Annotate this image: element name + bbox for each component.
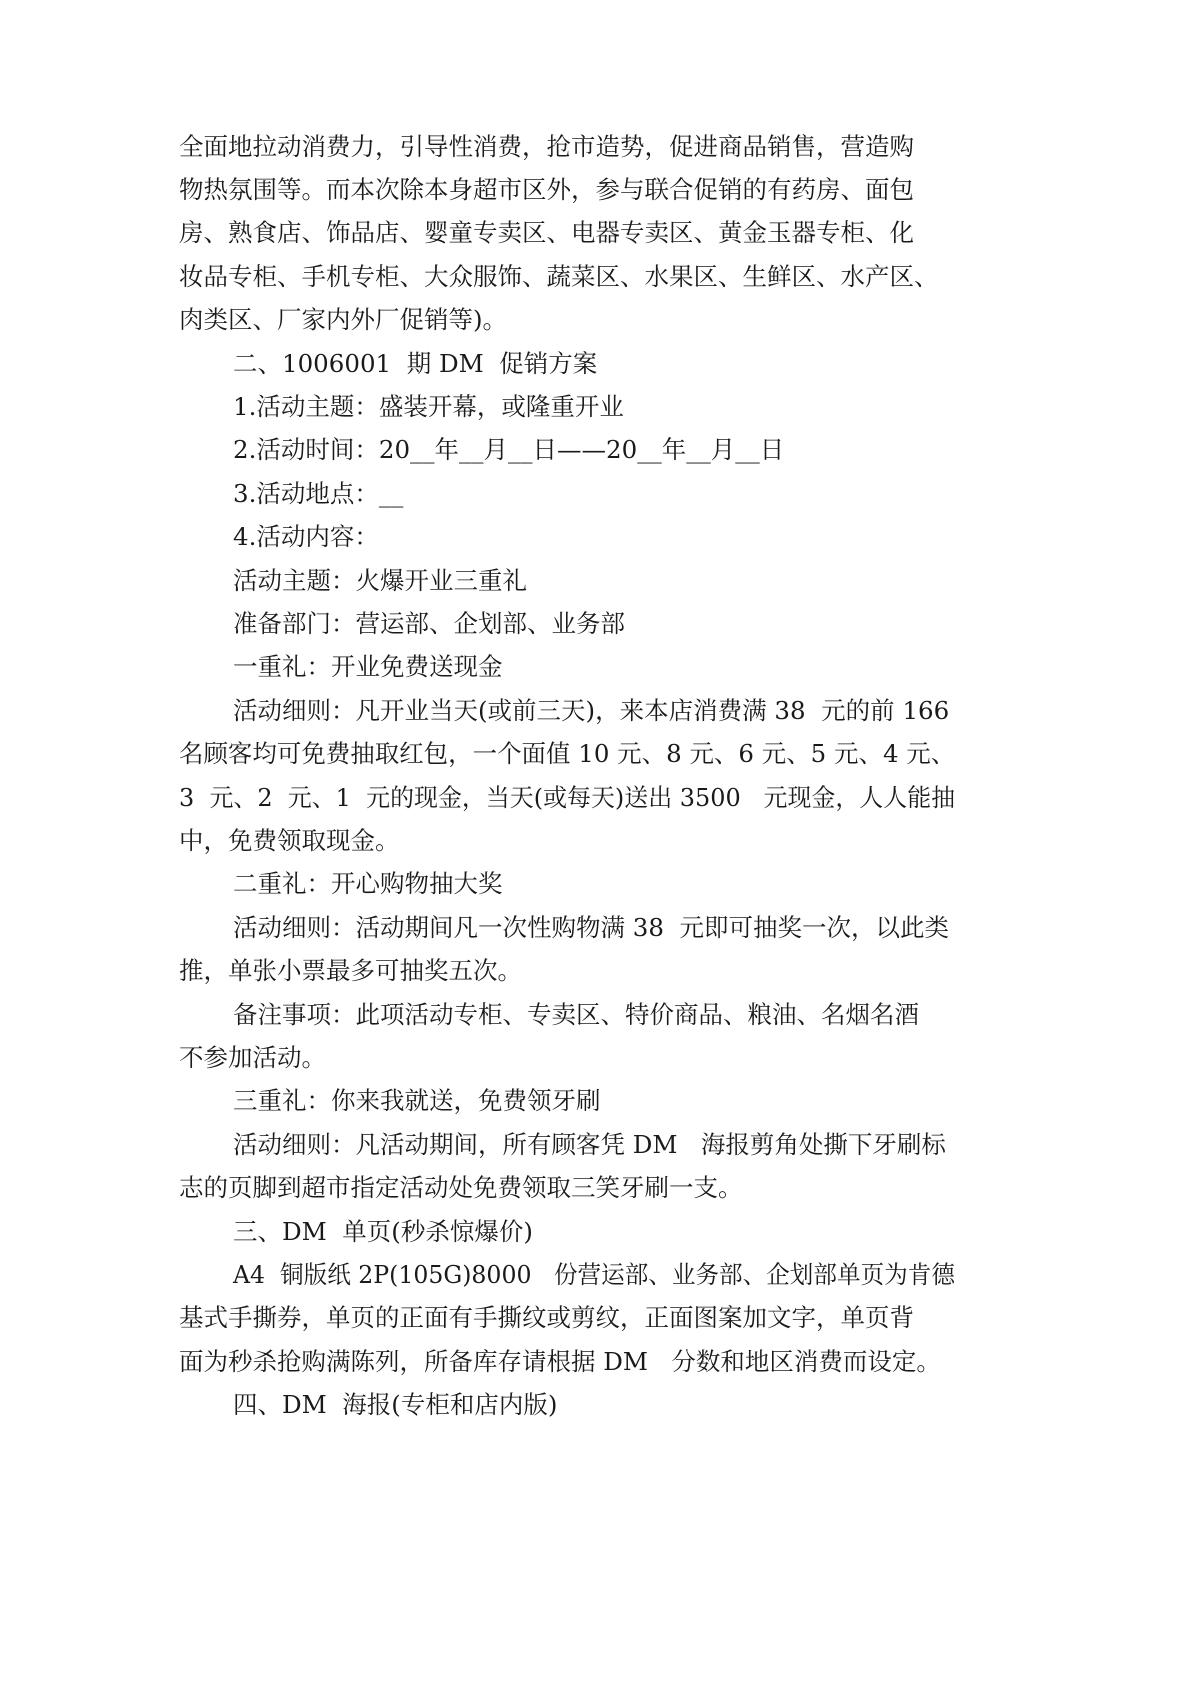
body-text-line: 志的页脚到超市指定活动处免费领取三笑牙刷一支。 — [179, 1173, 743, 1202]
body-text-line: 妆品专柜、手机专柜、大众服饰、蔬菜区、水果区、生鲜区、水产区、 — [179, 262, 939, 291]
body-text-line: 面为秒杀抢购满陈列，所备库存请根据 DM 分数和地区消费而设定。 — [179, 1347, 941, 1376]
body-text-line: 物热氛围等。而本次除本身超市区外，参与联合促销的有药房、面包 — [179, 175, 914, 204]
body-text-line: 肉类区、厂家内外厂促销等)。 — [179, 305, 508, 334]
list-item: 3.活动地点：__ — [233, 479, 404, 508]
body-text-line: 备注事项：此项活动专柜、专卖区、特价商品、粮油、名烟名酒 — [233, 1000, 919, 1029]
body-text-line: 活动主题：火爆开业三重礼 — [233, 566, 527, 595]
body-text-line: 3 元、2 元、1 元的现金，当天(或每天)送出 3500 元现金，人人能抽 — [179, 783, 956, 812]
body-text-line: 中，免费领取现金。 — [179, 826, 400, 855]
body-text-line: 房、熟食店、饰品店、婴童专卖区、电器专卖区、黄金玉器专柜、化 — [179, 218, 914, 247]
body-text-line: 全面地拉动消费力，引导性消费，抢市造势，促进商品销售，营造购 — [179, 132, 914, 161]
section-heading: 四、DM 海报(专柜和店内版) — [233, 1390, 558, 1419]
list-item: 2.活动时间：20__年__月__日——20__年__月__日 — [233, 435, 785, 464]
subsection-heading: 一重礼：开业免费送现金 — [233, 652, 503, 681]
body-text-line: 推，单张小票最多可抽奖五次。 — [179, 956, 522, 985]
subsection-heading: 二重礼：开心购物抽大奖 — [233, 869, 503, 898]
subsection-heading: 三重礼：你来我就送，免费领牙刷 — [233, 1086, 601, 1115]
body-text-line: 活动细则：活动期间凡一次性购物满 38 元即可抽奖一次，以此类 — [233, 913, 950, 942]
body-text-line: 名顾客均可免费抽取红包，一个面值 10 元、8 元、6 元、5 元、4 元、 — [179, 739, 956, 768]
body-text-line: 准备部门：营运部、企划部、业务部 — [233, 609, 625, 638]
body-text-line: 活动细则：凡活动期间，所有顾客凭 DM 海报剪角处撕下牙刷标 — [233, 1130, 946, 1159]
body-text-line: 基式手撕券，单页的正面有手撕纹或剪纹，正面图案加文字，单页背 — [179, 1303, 914, 1332]
section-heading: 二、1006001 期 DM 促销方案 — [233, 349, 598, 378]
body-text-line: A4 铜版纸 2P(105G)8000 份营运部、业务部、企划部单页为肯德 — [233, 1260, 955, 1289]
list-item: 1.活动主题：盛装开幕，或隆重开业 — [233, 392, 624, 421]
body-text-line: 活动细则：凡开业当天(或前三天)，来本店消费满 38 元的前 166 — [233, 696, 950, 725]
section-heading: 三、DM 单页(秒杀惊爆价) — [233, 1217, 533, 1246]
list-item: 4.活动内容： — [233, 522, 379, 551]
body-text-line: 不参加活动。 — [179, 1043, 326, 1072]
